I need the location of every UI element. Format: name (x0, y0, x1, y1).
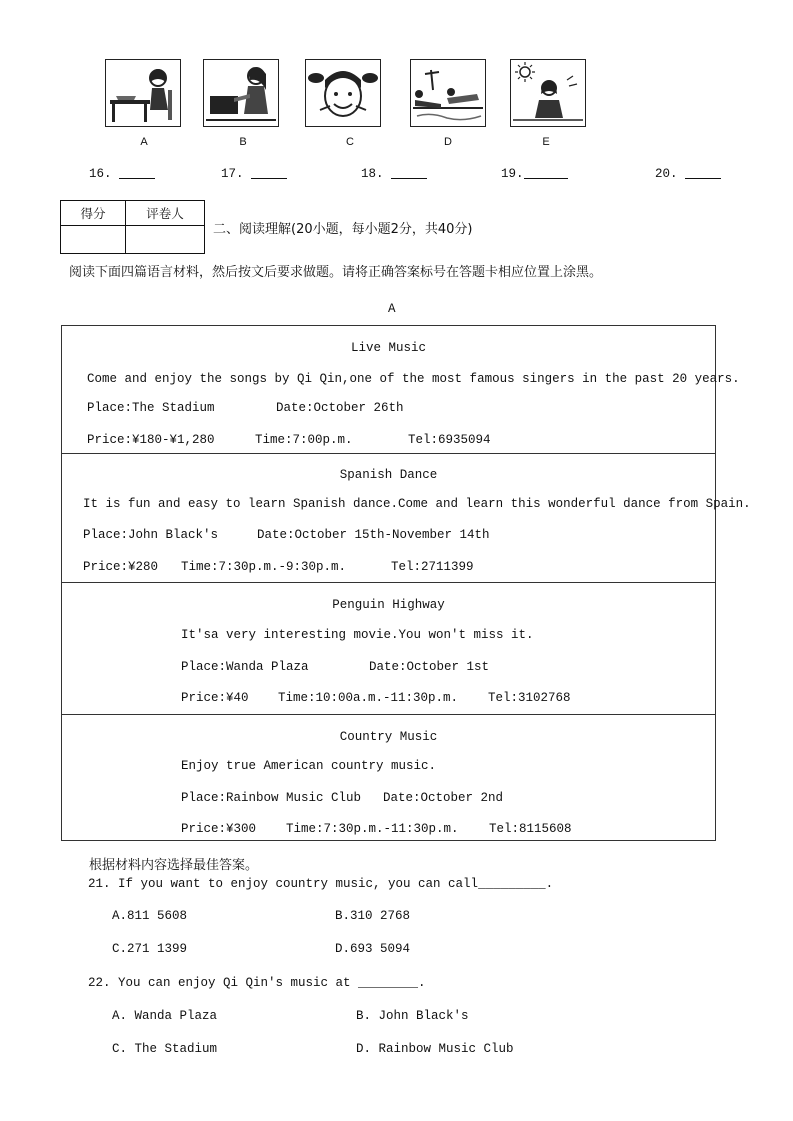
answer-blank-16[interactable] (89, 167, 155, 181)
notice-title: Country Music (339, 730, 438, 744)
picture-e (510, 59, 586, 127)
notice-date: Date:October 2nd (383, 791, 504, 805)
notice-tel: Tel:8115608 (489, 822, 572, 836)
picture-d (410, 59, 486, 127)
notice-time: Time:10:00a.m.-11:30p.m. (278, 691, 459, 705)
notice-time: Time:7:00p.m. (255, 433, 353, 447)
notice-price: Price:¥40 (181, 691, 249, 705)
picture-a (105, 59, 181, 127)
notice-time: Time:7:30p.m.-11:30p.m. (286, 822, 459, 836)
people-lying-on-beach-icon (411, 60, 485, 126)
picture-c (305, 59, 381, 127)
notice-time: Time:7:30p.m.-9:30p.m. (181, 560, 347, 574)
notice-country-music (62, 715, 715, 842)
question-stem-22: 22. You can enjoy Qi Qin's music at ________. (88, 976, 426, 990)
picture-label: A (140, 136, 148, 148)
option-22-b[interactable]: B. John Black's (356, 1009, 469, 1023)
instructions: 阅读下面四篇语言材料，然后按文后要求做题。请将正确答案标号在答题卡相应位置上涂黑。 (69, 265, 603, 280)
notice-price: Price:¥180-¥1,280 (87, 433, 215, 447)
section-heading: 二、阅读理解(20小题，每小题2分，共40分) (213, 222, 473, 237)
passage-label: A (388, 302, 396, 316)
option-22-a[interactable]: A. Wanda Plaza (112, 1009, 218, 1023)
notice-penguin-highway (62, 583, 715, 715)
notice-date: Date:October 15th-November 14th (257, 528, 490, 542)
answer-blank-19[interactable] (501, 167, 568, 181)
notice-title: Spanish Dance (339, 468, 438, 482)
grader-cell[interactable] (126, 226, 205, 254)
notice-tel: Tel:2711399 (391, 560, 474, 574)
notice-desc: Come and enjoy the songs by Qi Qin,one of the most famous singers in the past 20 years. (87, 372, 740, 386)
notice-date: Date:October 1st (369, 660, 490, 674)
score-cell[interactable] (61, 226, 126, 254)
notice-place: Place:Rainbow Music Club (181, 791, 362, 805)
option-21-b[interactable]: B.310 2768 (335, 909, 411, 923)
notice-spanish-dance (62, 454, 751, 583)
score-header: 得分 (61, 201, 126, 226)
blank-number: 20. (655, 167, 678, 181)
notice-place: Place:Wanda Plaza (181, 660, 309, 674)
option-21-d[interactable]: D.693 5094 (335, 942, 411, 956)
girl-sitting-reading-icon (204, 60, 278, 126)
option-21-c[interactable]: C.271 1399 (112, 942, 188, 956)
option-21-a[interactable]: A.811 5608 (112, 909, 188, 923)
picture-label: D (444, 136, 452, 148)
girl-at-desk-drawing-icon (106, 60, 180, 126)
notice-price: Price:¥300 (181, 822, 257, 836)
picture-label: E (542, 136, 550, 148)
notice-board (61, 325, 751, 841)
notice-title: Penguin Highway (332, 598, 445, 612)
score-table (60, 200, 205, 254)
option-22-c[interactable]: C. The Stadium (112, 1042, 218, 1056)
blank-number: 16. (89, 167, 112, 181)
notice-place: Place:John Black's (83, 528, 219, 542)
notice-date: Date:October 26th (276, 401, 404, 415)
blank-number: 19. (501, 167, 524, 181)
girl-with-pigtails-smiling-icon (306, 60, 380, 126)
notice-live-music (62, 326, 740, 454)
grader-header: 评卷人 (126, 201, 205, 226)
notice-tel: Tel:3102768 (488, 691, 571, 705)
picture-b (203, 59, 279, 127)
answer-blank-20[interactable] (655, 167, 721, 181)
notice-desc: Enjoy true American country music. (181, 759, 437, 773)
question-stem-21: 21. If you want to enjoy country music, you can call_________. (88, 877, 554, 891)
answer-blank-18[interactable] (361, 167, 427, 181)
notice-price: Price:¥280 (83, 560, 159, 574)
girl-in-sun-sitting-icon (511, 60, 585, 126)
notice-desc: It'sa very interesting movie.You won't miss it. (181, 628, 534, 642)
option-22-d[interactable]: D. Rainbow Music Club (356, 1042, 514, 1056)
picture-label: B (239, 136, 247, 148)
notice-title: Live Music (350, 341, 426, 355)
notice-tel: Tel:6935094 (408, 433, 491, 447)
notice-place: Place:The Stadium (87, 401, 215, 415)
blank-number: 18. (361, 167, 384, 181)
notice-desc: It is fun and easy to learn Spanish dance.Come and learn this wonderful dance from Spain. (83, 497, 751, 511)
picture-label: C (346, 136, 354, 148)
answer-blank-17[interactable] (221, 167, 287, 181)
blank-number: 17. (221, 167, 244, 181)
choose-prompt: 根据材料内容选择最佳答案。 (89, 858, 259, 873)
